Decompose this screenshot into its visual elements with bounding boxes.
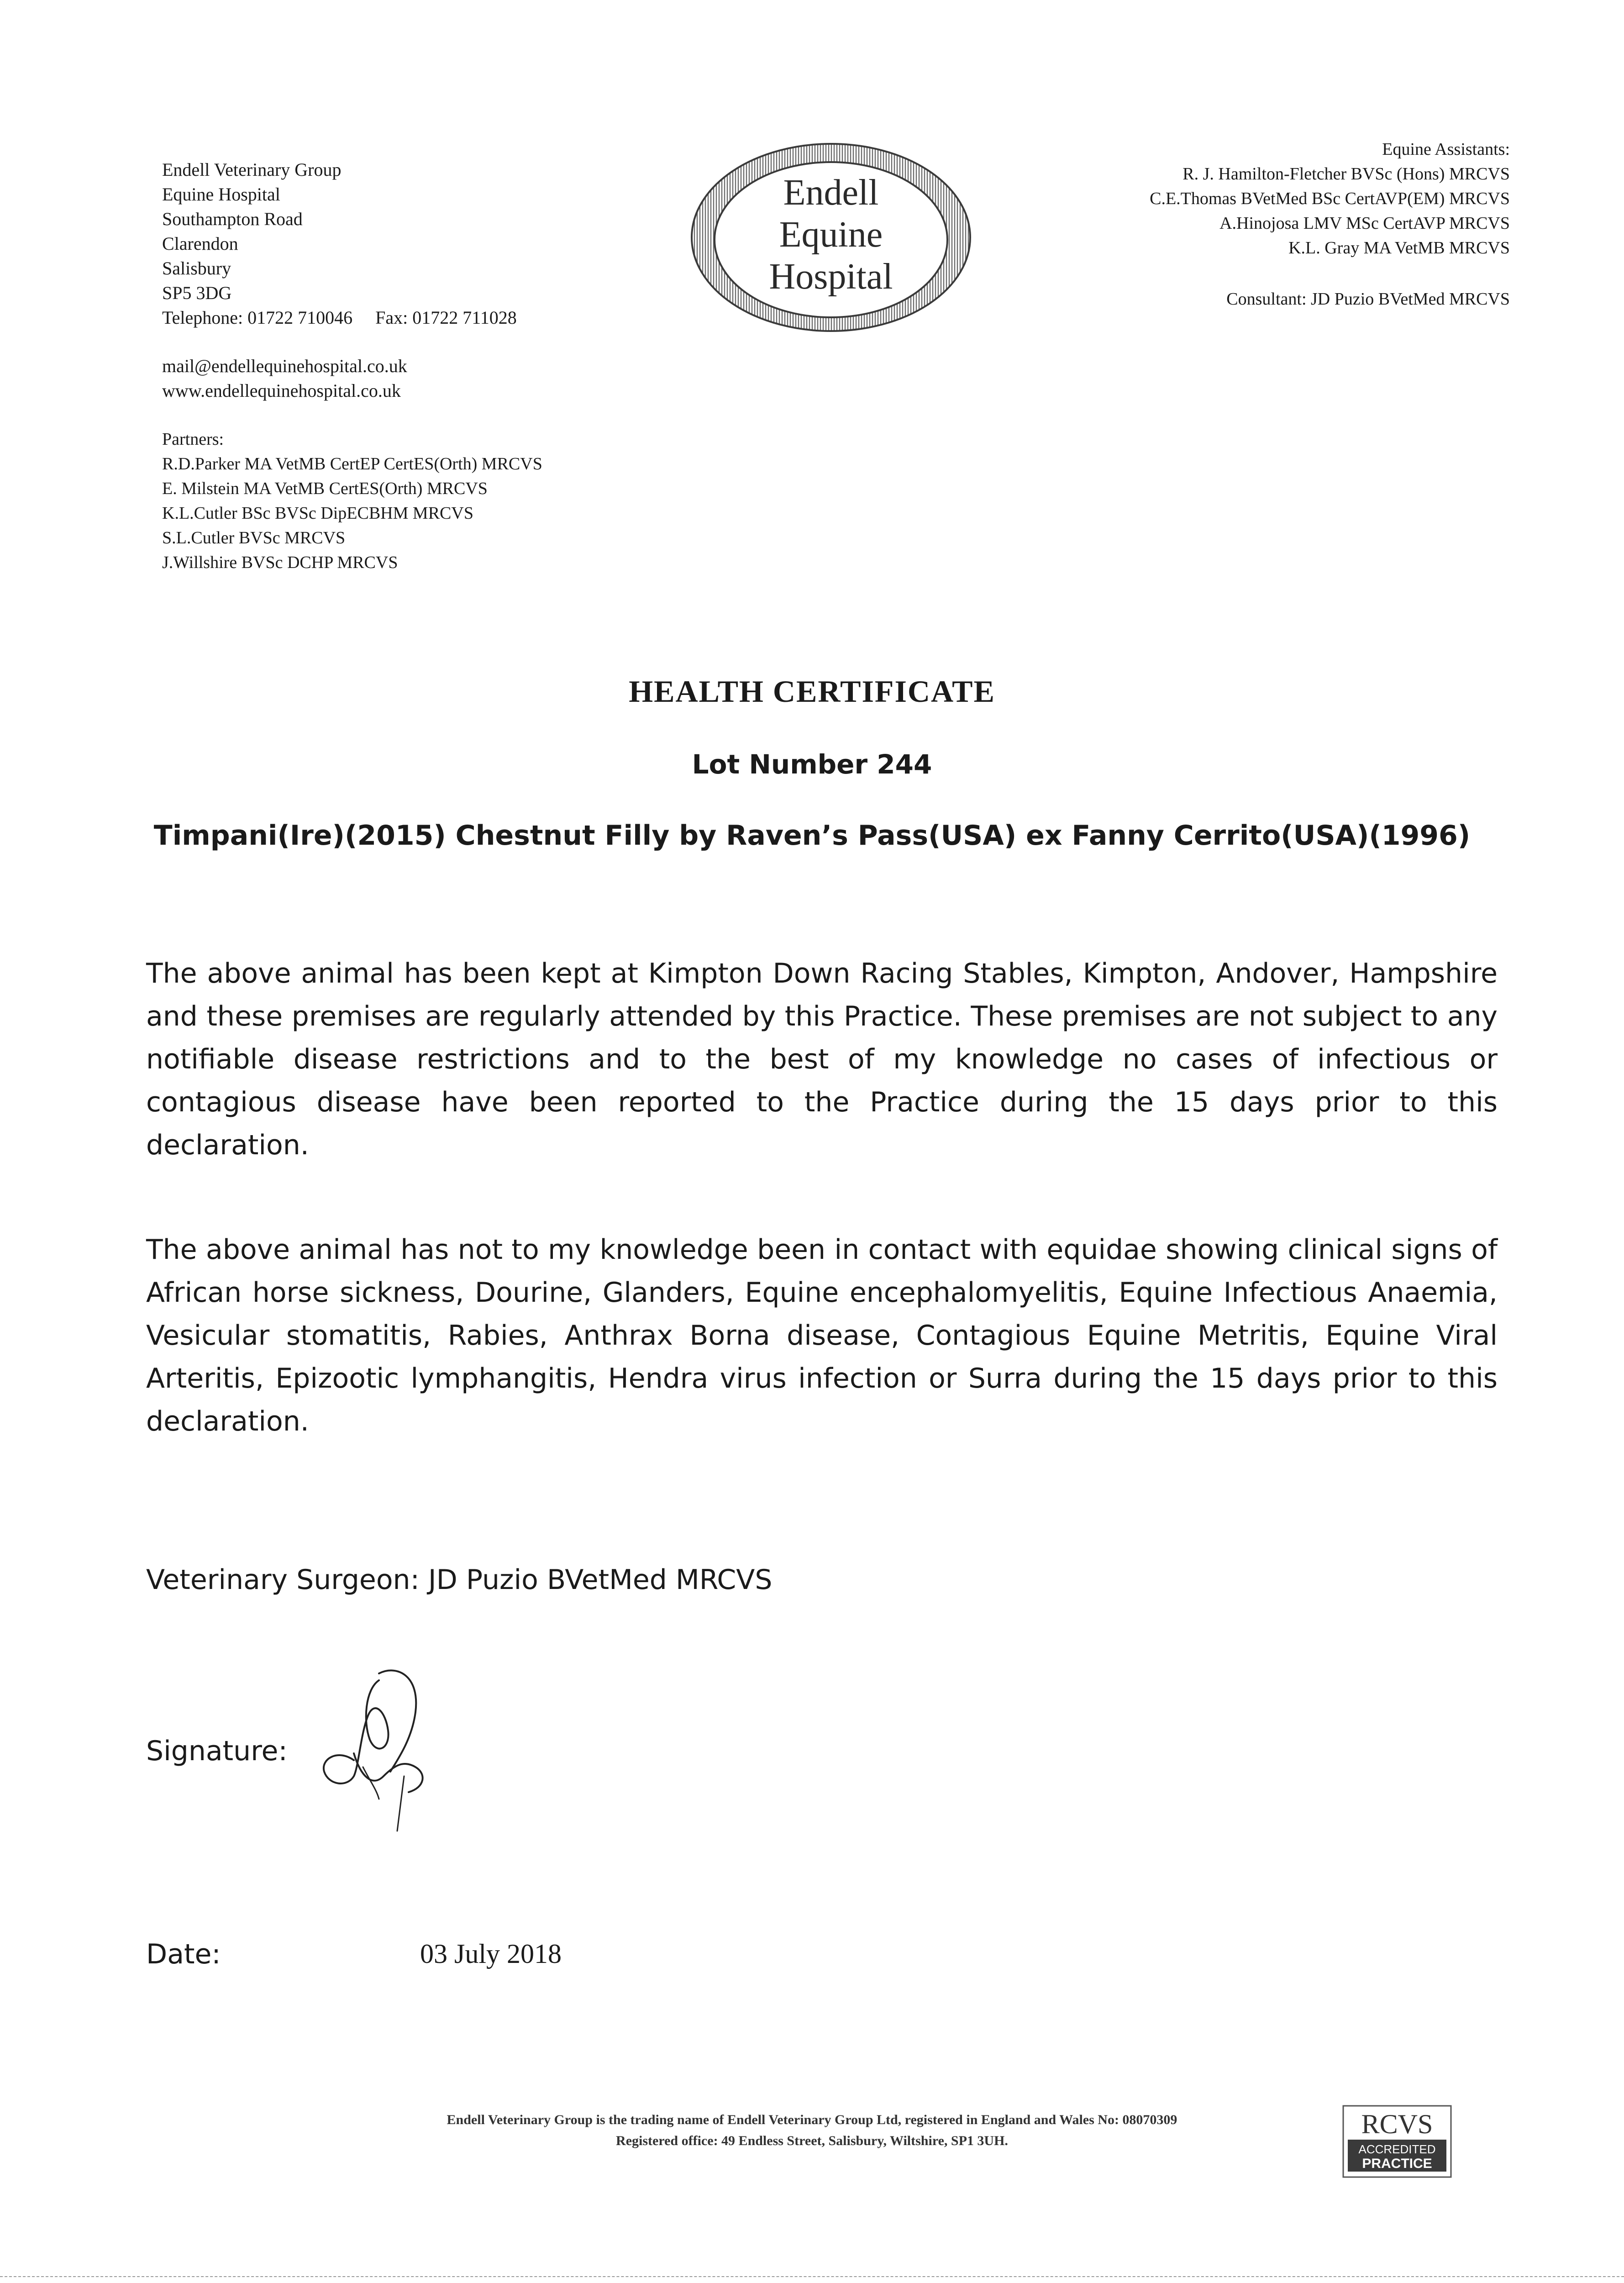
consultant-line: Consultant: JD Puzio BVetMed MRCVS bbox=[1226, 289, 1510, 309]
scan-edge-divider bbox=[0, 2276, 1624, 2278]
assistant-name: K.L. Gray MA VetMB MRCVS bbox=[1288, 238, 1510, 258]
address-line: SP5 3DG bbox=[162, 283, 232, 303]
rcvs-accredited-badge bbox=[1342, 2105, 1452, 2178]
partners-heading: Partners: bbox=[162, 430, 224, 449]
declaration-paragraph-premises: The above animal has been kept at Kimpton Down Racing Stables, Kimpton, Andover, Hampshire and these premises are regularly attended by this Practice. These premises are not subject to any notifiable disease restrictions and to the best of my knowledge no cases of infectious or contagious disease have been reported to the Practice during the 15 days prior to this declaration. bbox=[146, 957, 1498, 1161]
horse-description: Timpani(Ire)(2015) Chestnut Filly by Raven’s Pass(USA) ex Fanny Cerrito(USA)(1996) bbox=[153, 820, 1471, 852]
fax: Fax: 01722 711028 bbox=[375, 307, 517, 328]
assistant-name: R. J. Hamilton-Fletcher BVSc (Hons) MRCVS bbox=[1183, 164, 1510, 184]
partner-name: J.Willshire BVSc DCHP MRCVS bbox=[162, 553, 398, 572]
certificate-title: HEALTH CERTIFICATE bbox=[629, 674, 995, 709]
veterinary-surgeon-row bbox=[146, 1564, 772, 1596]
website-link[interactable]: www.endellequinehospital.co.uk bbox=[162, 380, 401, 401]
badge-practice: PRACTICE bbox=[1362, 2156, 1432, 2171]
badge-rcvs: RCVS bbox=[1361, 2109, 1433, 2139]
assistant-name: A.Hinojosa LMV MSc CertAVP MRCVS bbox=[1219, 214, 1510, 233]
declaration-paragraph-contact: The above animal has not to my knowledge been in contact with equidae showing clinical signs of African horse sickness, Dourine, Glanders, Equine encephalomyelitis, Equine Infectious Anaemia, Vesicular stomatitis, Rabies, Anthrax Borna disease, Contagious Equine Metritis, Equine Viral Arteritis, Epizootic lymphangitis, Hendra virus infection or Surra during the 15 days prior to this declaration. bbox=[146, 1234, 1498, 1437]
signature-mark bbox=[310, 1662, 447, 1836]
practice-address-block bbox=[162, 158, 710, 330]
partner-name: S.L.Cutler BVSc MRCVS bbox=[162, 528, 346, 547]
date-label: Date: bbox=[146, 1938, 221, 1970]
contact-block bbox=[162, 354, 407, 403]
vet-label: Veterinary Surgeon: bbox=[146, 1564, 420, 1596]
telephone: Telephone: 01722 710046 bbox=[162, 307, 353, 328]
signature-label: Signature: bbox=[146, 1735, 288, 1767]
footer-line: Registered office: 49 Endless Street, Salisbury, Wiltshire, SP1 3UH. bbox=[616, 2133, 1008, 2148]
assistants-heading: Equine Assistants: bbox=[1382, 140, 1510, 159]
logo-text-line2: Equine bbox=[779, 215, 883, 255]
phone-fax-line bbox=[162, 305, 710, 330]
partners-block bbox=[162, 427, 542, 575]
logo-text-line1: Endell bbox=[783, 173, 879, 213]
address-line: Southampton Road bbox=[162, 209, 303, 229]
address-line: Clarendon bbox=[162, 233, 238, 254]
date-value: 03 July 2018 bbox=[420, 1939, 562, 1969]
practice-name: Endell Veterinary Group bbox=[162, 159, 342, 180]
lot-number: Lot Number 244 bbox=[692, 749, 932, 780]
partner-name: R.D.Parker MA VetMB CertEP CertES(Orth) MRCVS bbox=[162, 454, 542, 473]
address-line: Salisbury bbox=[162, 258, 231, 279]
vet-name: JD Puzio BVetMed MRCVS bbox=[428, 1564, 773, 1596]
badge-accredited: ACCREDITED bbox=[1358, 2142, 1436, 2156]
assistants-block bbox=[916, 137, 1510, 260]
partner-name: E. Milstein MA VetMB CertES(Orth) MRCVS bbox=[162, 479, 488, 498]
assistant-name: C.E.Thomas BVetMed BSc CertAVP(EM) MRCVS bbox=[1150, 189, 1510, 208]
partner-name: K.L.Cutler BSc BVSc DipECBHM MRCVS bbox=[162, 504, 473, 523]
email-link[interactable]: mail@endellequinehospital.co.uk bbox=[162, 356, 407, 376]
footer-line: Endell Veterinary Group is the trading name of Endell Veterinary Group Ltd, registered in England and Wales No: 08070309 bbox=[447, 2112, 1177, 2127]
address-line: Equine Hospital bbox=[162, 184, 280, 205]
logo-text-line3: Hospital bbox=[769, 257, 893, 297]
